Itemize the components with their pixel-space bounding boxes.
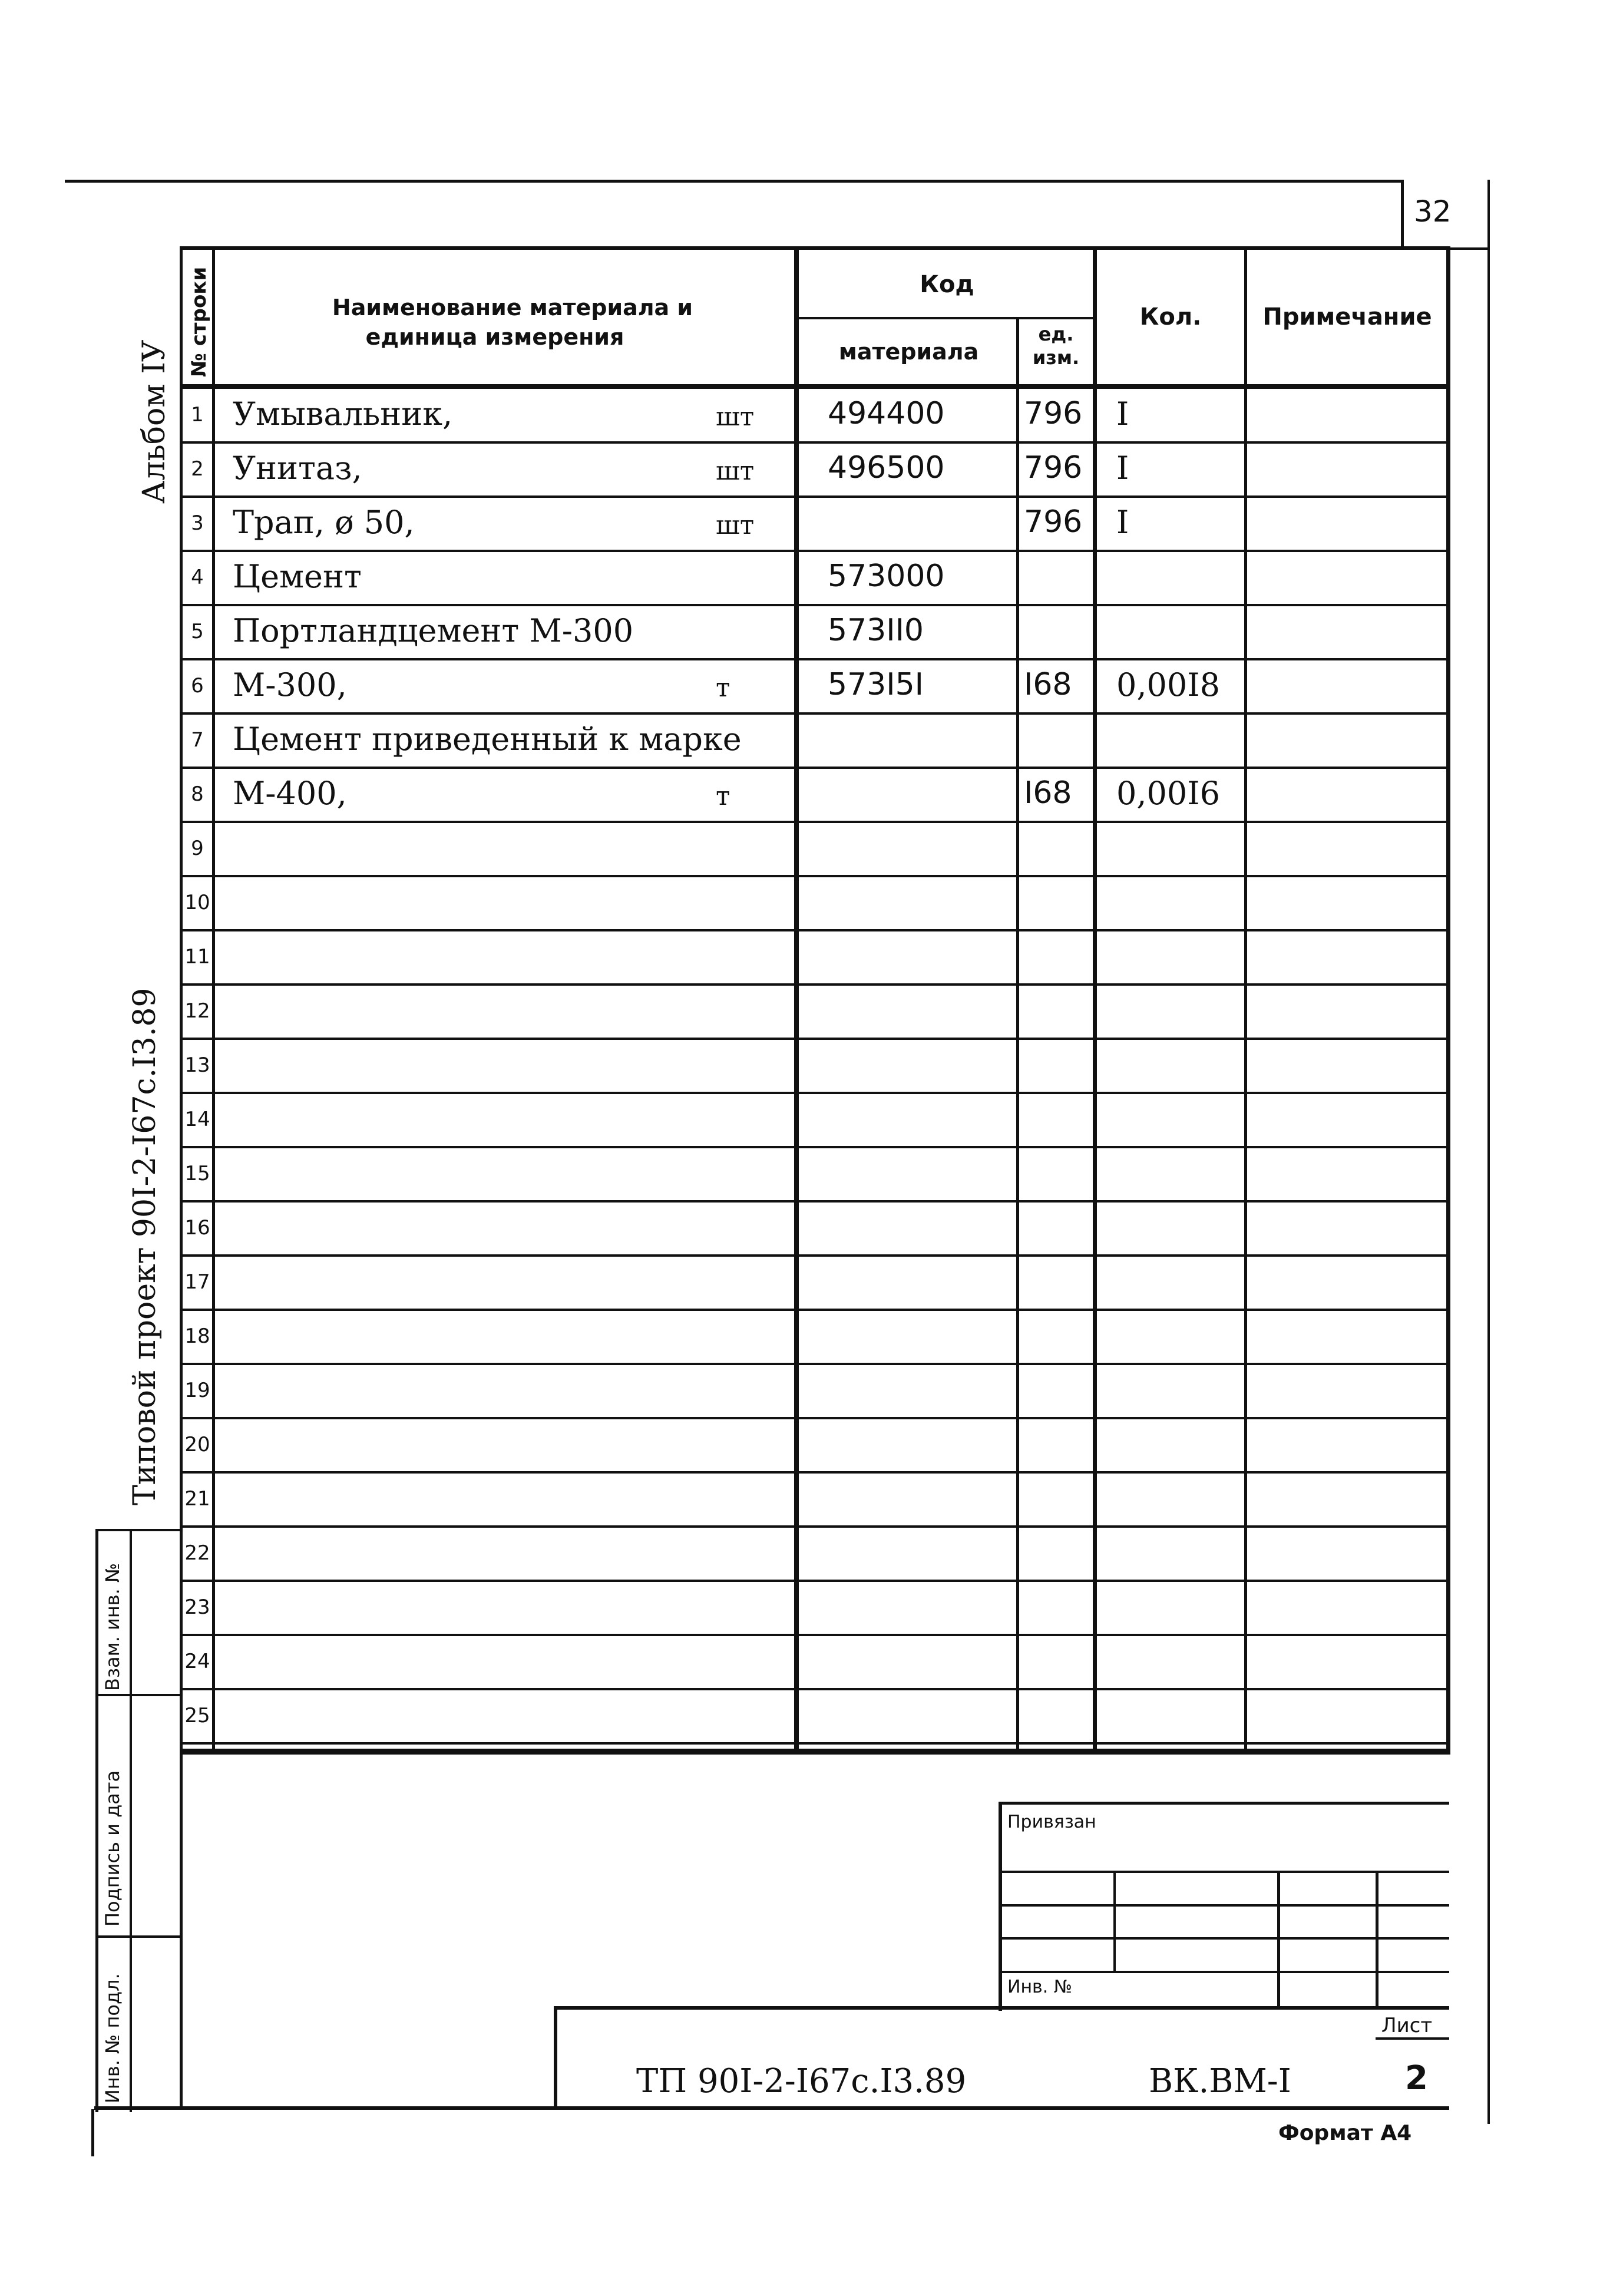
material-code: 573000 [828,559,945,594]
material-name: Цемент [233,558,362,595]
row-divider [180,1254,1449,1257]
quantity: I [1116,504,1129,541]
row-number: 6 [191,674,204,698]
list-number: 2 [1405,2059,1428,2097]
material-code: 573II0 [828,613,924,648]
row-divider [180,1417,1449,1419]
row-number: 23 [184,1595,210,1619]
row-number: 8 [191,782,204,806]
row-divider [180,1200,1449,1202]
material-name: Портландцемент М-300 [233,612,634,649]
row-number: 11 [184,945,210,969]
row-divider [180,1580,1449,1582]
row-divider [180,550,1449,552]
row-number: 22 [184,1541,210,1565]
row-number: 21 [184,1487,210,1511]
album-label: Альбом IУ [137,339,172,504]
row-number: 3 [191,511,204,535]
row-number: 1 [191,403,204,427]
row-number: 25 [184,1704,210,1727]
quantity: 0,00I8 [1116,666,1220,703]
material-code: 494400 [828,396,945,431]
row-number: 19 [184,1379,210,1402]
material-name: Трап, ø 50, [233,504,415,541]
row-divider [180,1742,1449,1745]
page-number: 32 [1414,194,1452,229]
header-row-number: № строки [187,266,211,377]
row-divider [180,1363,1449,1365]
vzam-label: Взам. инв. № [101,1562,124,1691]
row-divider [180,1634,1449,1636]
row-number: 10 [184,891,210,914]
row-divider [180,658,1449,660]
material-name: Умывальник, [233,395,453,432]
unit-code: 796 [1024,396,1083,431]
header-unit-line1: ед. [1038,323,1074,345]
header-qty: Кол. [1139,303,1202,331]
document-code: ТП 90I-2-I67с.I3.89 [636,2062,967,2100]
row-number: 16 [184,1216,210,1240]
quantity: I [1116,395,1129,432]
quantity: 0,00I6 [1116,775,1220,812]
row-number: 20 [184,1433,210,1456]
row-divider [180,767,1449,769]
row-number: 24 [184,1650,210,1673]
material-name: М-300, [233,666,347,703]
row-number: 4 [191,566,204,589]
unit-code: 796 [1024,504,1083,540]
unit-code: I68 [1024,775,1072,811]
row-number: 14 [184,1108,210,1131]
row-divider [180,1688,1449,1690]
quantity: I [1116,450,1129,487]
row-number: 7 [191,728,204,752]
sheet-code: ВК.ВМ-I [1149,2062,1291,2100]
unit-name: шт [716,402,755,432]
row-number: 18 [184,1324,210,1348]
row-number: 5 [191,620,204,643]
project-label: Типовой проект 90I-2-I67с.I3.89 [127,987,163,1505]
material-name: Цемент приведенный к марке [233,721,742,758]
privyazan-label: Привязан [1007,1812,1096,1832]
row-number: 9 [191,837,204,860]
header-name-line1: Наименование материала и [332,295,693,321]
row-divider [180,875,1449,877]
format-label: Формат А4 [1278,2121,1412,2145]
unit-name: шт [716,456,755,486]
row-divider [180,821,1449,823]
unit-name: т [716,673,730,703]
header-code: Код [920,271,974,298]
row-divider [180,495,1449,498]
list-label: Лист [1381,2014,1433,2037]
unit-name: т [716,781,730,811]
row-divider [180,1146,1449,1148]
materials-table [180,246,1449,1755]
material-code: 573I5I [828,667,924,702]
row-divider [180,712,1449,715]
unit-code: I68 [1024,667,1072,702]
inv-no-label: Инв. № [1007,1977,1073,1997]
row-divider [180,441,1449,444]
material-name: Унитаз, [233,450,362,487]
row-divider [180,1309,1449,1311]
header-unit-line2: изм. [1032,346,1080,369]
row-number: 17 [184,1270,210,1294]
row-divider [180,983,1449,986]
row-divider [180,1525,1449,1528]
row-divider [180,1092,1449,1094]
row-divider [180,1471,1449,1474]
row-number: 2 [191,457,204,481]
inv-podl-label: Инв. № подл. [101,1973,124,2103]
row-number: 13 [184,1053,210,1077]
unit-name: шт [716,510,755,540]
row-number: 15 [184,1162,210,1185]
row-number: 12 [184,999,210,1023]
row-divider [180,604,1449,606]
header-note: Примечание [1262,303,1432,331]
signature-date-label: Подпись и дата [101,1770,124,1927]
header-name-line2: единица измерения [365,324,624,350]
row-divider [180,1038,1449,1040]
header-material: материала [838,339,979,365]
unit-code: 796 [1024,450,1083,485]
row-divider [180,929,1449,931]
material-name: М-400, [233,775,347,812]
material-code: 496500 [828,450,945,485]
